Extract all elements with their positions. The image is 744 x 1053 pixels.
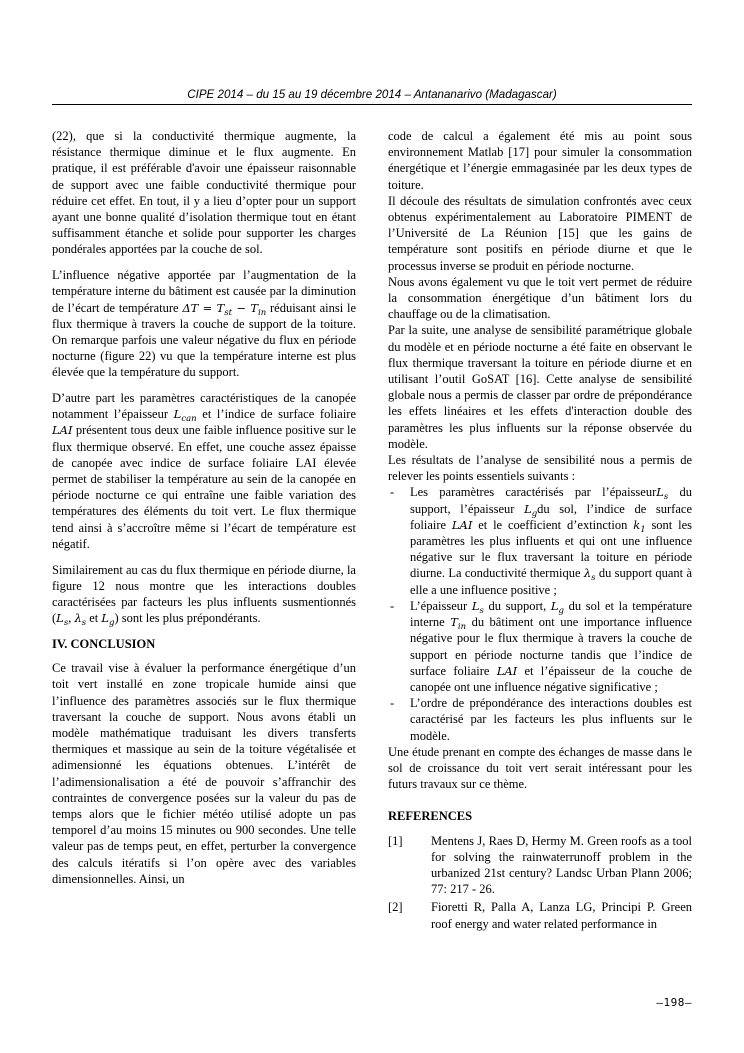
math-symbol: $T_{in}$ — [450, 615, 467, 633]
math-symbol: LAI — [496, 663, 518, 678]
delta-t-equation: $\Delta T = T_{st} - T_{in}$ — [182, 300, 267, 318]
math-symbol: $L_{can}$ — [173, 407, 197, 425]
reference-text: Fioretti R, Palla A, Lanza LG, Principi P. Green roof energy and water related performance in — [431, 900, 692, 931]
paragraph: Similairement au cas du flux thermique en période diurne, la figure 12 nous montre que les interactions doubles caractérisées par facteurs les plus influents susmentionnés ($L_s$, $\lambda_s$ et $L_g$) sont les plus prépondérants. — [52, 562, 356, 629]
math-symbol: $k_1$ — [633, 517, 646, 535]
list-item: - L’épaisseur $L_s$ du support, $L_g$ du sol et la température interne $T_{in}$ du bâtiment ont une importance influence négative pour le flux thermique à travers la couche de support en période nocturne tandis que l’indice de surface foliaire LAI et l’épaisseur de la couche de canopée ont une influence négative significative ; — [388, 598, 692, 695]
right-column — [388, 128, 692, 934]
references-list — [388, 833, 692, 932]
running-header: CIPE 2014 – du 15 au 19 décembre 2014 – Antananarivo (Madagascar) — [187, 88, 557, 101]
paragraph: Les résultats de l’analyse de sensibilité nous a permis de relever les points essentiels suivants : — [388, 453, 692, 484]
reference-number: [2] — [388, 900, 403, 915]
math-symbol: $L_s$ — [56, 611, 69, 629]
header-rule — [52, 104, 692, 105]
paragraph: (22), que si la conductivité thermique augmente, la résistance thermique diminue et le flux augmente. En pratique, il est préférable d'avoir une épaisseur raisonnable de support avec une faible conductivité thermique pour réduire cet effet. En tout, il y a lieu d’opter pour un support ayant une bonne qualité d’isolation thermique tout en étant suffisamment étanche et solide pour supporter les charges pondérales apportées par la couche de sol. — [52, 129, 356, 257]
math-symbol: LAI — [451, 517, 473, 532]
results-list — [388, 484, 692, 743]
list-item: - Les paramètres caractérisés par l’épaisseurL$_s$ du support, l’épaisseur $L_gdu$ sol, l’indice de surface foliaire LAI et le coefficient d’extinction $k_1$ sont les paramètres les plus influents et qui ont une influence négative sur le flux traversant la toiture en période diurne. La conductivité thermique $\lambda_s$ du support quant à elle a une influence positive ; — [388, 484, 692, 597]
page-number: –198– — [656, 996, 692, 1009]
paragraph: Une étude prenant en compte des échanges de masse dans le sol de croissance du toit vert serait intéressant pour les futurs travaux sur ce thème. — [388, 744, 692, 792]
paragraph: Nous avons également vu que le toit vert permet de réduire la consommation énergétique d’un bâtiment lors du chauffage ou de la climatisation. — [388, 274, 692, 322]
math-symbol: $L_s$ — [471, 598, 484, 616]
math-symbol: $L_g$ — [101, 611, 115, 629]
left-column — [52, 128, 356, 896]
section-heading: IV. CONCLUSION — [52, 636, 156, 651]
math-symbol: LAI — [52, 423, 73, 438]
references-heading: REFERENCES — [388, 809, 473, 824]
reference-number: [1] — [388, 833, 403, 848]
math-symbol: $L_g$ — [550, 598, 564, 616]
math-symbol: $L_g$ — [524, 501, 538, 519]
paragraph: L’influence négative apportée par l’augmentation de la température interne du bâtiment est causée par la diminution de l’écart de température $\Delta T = T_{st} - T_{in}$ réduisant ainsi le flux thermique à travers la couche de support de la toiture. On remarque parfois une valeur négative du flux en période nocturne (figure 22) vu que la température interne est plus élevée que la température du support. — [52, 268, 357, 380]
paragraph: Par la suite, une analyse de sensibilité paramétrique globale du modèle et en période nocturne a été faite en observant le flux thermique traversant la toiture en période diurne et en utilisant l’outil GoSAT [16]. Cette analyse de sensibilité globale nous a permis de classer par ordre de prépondérance les effets linéaires et les effets d'interaction double des paramètres les plus influents sur la réponse observée du modèle. — [388, 323, 692, 451]
paragraph: D’autre part les paramètres caractéristiques de la canopée notamment l’épaisseur $L_{can}$ et l’indice de surface foliaire LAI présentent tous deux une faible influence positive sur le flux thermique observé. En effet, une couche assez épaisse de canopée avec indice de surface foliaire LAI élevée permet de stabiliser la température au sein de la canopée en période nocturne ce qui entraîne une faible variation des températures des éléments du toit vert. Le flux thermique tend ainsi à s’accroître même si l’écart de température est négatif. — [52, 391, 356, 551]
reference-item — [388, 833, 692, 898]
paragraph: code de calcul a également été mis au point sous environnement Matlab [17] pour simuler la consommation énergétique et l’énergie emmagasinée par les deux types de toiture. — [388, 129, 692, 192]
math-symbol: $\lambda_s$ — [583, 566, 596, 584]
math-symbol: $\lambda_s$ — [74, 611, 87, 629]
reference-item — [388, 899, 692, 931]
list-item: - L’ordre de prépondérance des interactions doubles est caractérisé par les facteurs les plus influents sur le modèle. — [388, 695, 692, 744]
paragraph: Ce travail vise à évaluer la performance énergétique d’un toit vert installé en zone tropicale humide ainsi que l’influence des paramètres associés sur le flux thermique traversant la couche de support. Nous avons établi un modèle mathématique traduisant les divers transferts thermiques et massique au sein de la toiture végétalisée et adimensionné les équations obtenues. L’intérêt de l’adimensionalisation a été de pouvoir s’affranchir des contraintes de convergence posées sur la valeur du pas de temps alors que le fichier météo utilisé adopte un pas temporel d’au moins 15 minutes ou 900 secondes. Une telle valeur pas de temps peut, en effet, perturber la convergence des calculs itératifs si l’on opère avec des variables dimensionnelles. Ainsi, un — [52, 661, 356, 886]
paragraph: Il découle des résultats de simulation confrontés avec ceux obtenus expérimentalement au Laboratoire PIMENT de l’Université de La Réunion [15] que les gains de température sont positifs en période diurne et que le processus inverse se produit en période nocturne. — [388, 193, 692, 273]
reference-text: Mentens J, Raes D, Hermy M. Green roofs as a tool for solving the rainwaterrunoff problem in the urbanized 21st century? Landsc Urban Plann 2006; 77: 217 - 26. — [431, 833, 692, 897]
math-symbol: $L_s$ — [656, 485, 669, 503]
